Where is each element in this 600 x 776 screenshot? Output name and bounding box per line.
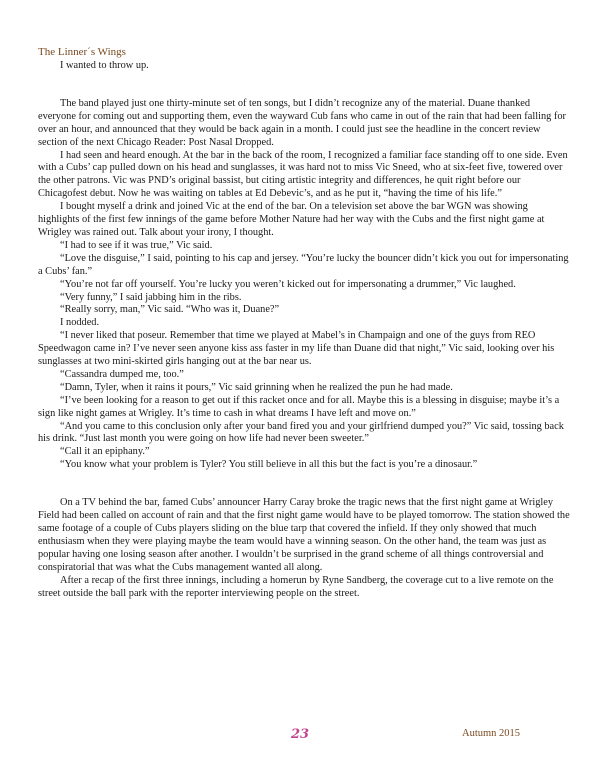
paragraph: “You know what your problem is Tyler? You still believe in all this but the fact is you’re a dinosaur.” [60, 459, 478, 471]
story-body [38, 60, 570, 600]
paragraph: “Really sorry, man,” Vic said. “Who was it, Duane?” [60, 304, 280, 316]
paragraph: I bought myself a drink and joined Vic at the end of the bar. On a television set above the bar WGN was showing highlights of the first few innings of the game before Mother Nature had her way with the Cubs and the first night game at Wrigley was rained out. Talk about your irony, I thought. [38, 201, 545, 238]
paragraph: I nodded. [60, 317, 100, 329]
paragraph: “Love the disguise,” I said, pointing to his cap and jersey. “You’re lucky the bouncer didn’t kick you out for impersonating a Cubs’ fan.” [38, 252, 569, 277]
paragraph: “You’re not far off yourself. You’re lucky you weren’t kicked out for impersonating a drummer,” Vic laughed. [60, 278, 516, 290]
issue-date: Autumn 2015 [462, 728, 521, 739]
paragraph: “I had to see if it was true,” Vic said. [60, 239, 213, 251]
paragraph: I wanted to throw up. [60, 60, 149, 71]
paragraph: “Cassandra dumped me, too.” [60, 368, 184, 380]
paragraph: On a TV behind the bar, famed Cubs’ announcer Harry Caray broke the tragic news that the first night game at Wrigley Field had been called on account of rain and that the first night game would have to be played tomorrow. The station showed the same footage of a couple of Cubs players sliding on the blue tarp that covered the infield. If they only showed that much enthusiasm when they were playing maybe the team would have a winning season. On the other hand, the team was just as popular having one losing season after another. I wouldn’t be surprised in the grand scheme of all things controversial and conspiratorial that was what the Cubs management wanted all along. [38, 497, 570, 573]
paragraph: “I’ve been looking for a reason to get out if this racket once and for all. Maybe this is a blessing in disguise; maybe it’s a sign like night games at Wrigley. It’s time to cash in what dreams I have left and move on.” [38, 394, 560, 419]
paragraph: After a recap of the first three innings, including a homerun by Ryne Sandberg, the coverage cut to a live remote on the street outside the ball park with the reporter interviewing people on the street. [38, 574, 554, 599]
paragraph: The band played just one thirty-minute set of ten songs, but I didn’t recognize any of the material. Duane thanked everyone for coming out and supporting them, even the wayward Cub fans who came in out of the rain that had been falling for over an hour, and announced that they would be back again in a month. I could just see the headline in the concert review section of the next Chicago Reader: Post Nasal Dropped. [38, 97, 566, 148]
paragraph: “Damn, Tyler, when it rains it pours,” Vic said grinning when he realized the pun he had made. [60, 381, 453, 393]
paragraph: I had seen and heard enough. At the bar in the back of the room, I recognized a familiar face standing off to one side. Even with a Cubs’ cap pulled down on his head and sunglasses, it was hard not to miss Vic Sneed, who at six-feet five, towered over the other patrons. Vic was PND’s original bassist, but citing artistic integrity and differences, he quit right before our Chicagofest debut. Now he was waiting on tables at Ed Debevic’s, and as he put it, “having the time of his life.” [38, 149, 568, 200]
paragraph: “Very funny,” I said jabbing him in the ribs. [60, 291, 242, 303]
running-head-title: The Linner´s Wings [38, 46, 126, 58]
paragraph: “And you came to this conclusion only after your band fired you and your girlfriend dumped you?” Vic said, tossing back his drink. “Just last month you were going on how life had never been sweeter.” [38, 420, 564, 445]
page-number: 23 [290, 727, 310, 742]
paragraph: “I never liked that poseur. Remember that time we played at Mabel’s in Champaign and one of the guys from REO Speedwagon came in? I’ve never seen anyone kiss ass faster in my life than Duane did that night,” Vic said, looking over his sunglasses at two mini-skirted girls hanging out at the bar near us. [38, 330, 555, 368]
paragraph: “Call it an epiphany.” [60, 446, 150, 458]
